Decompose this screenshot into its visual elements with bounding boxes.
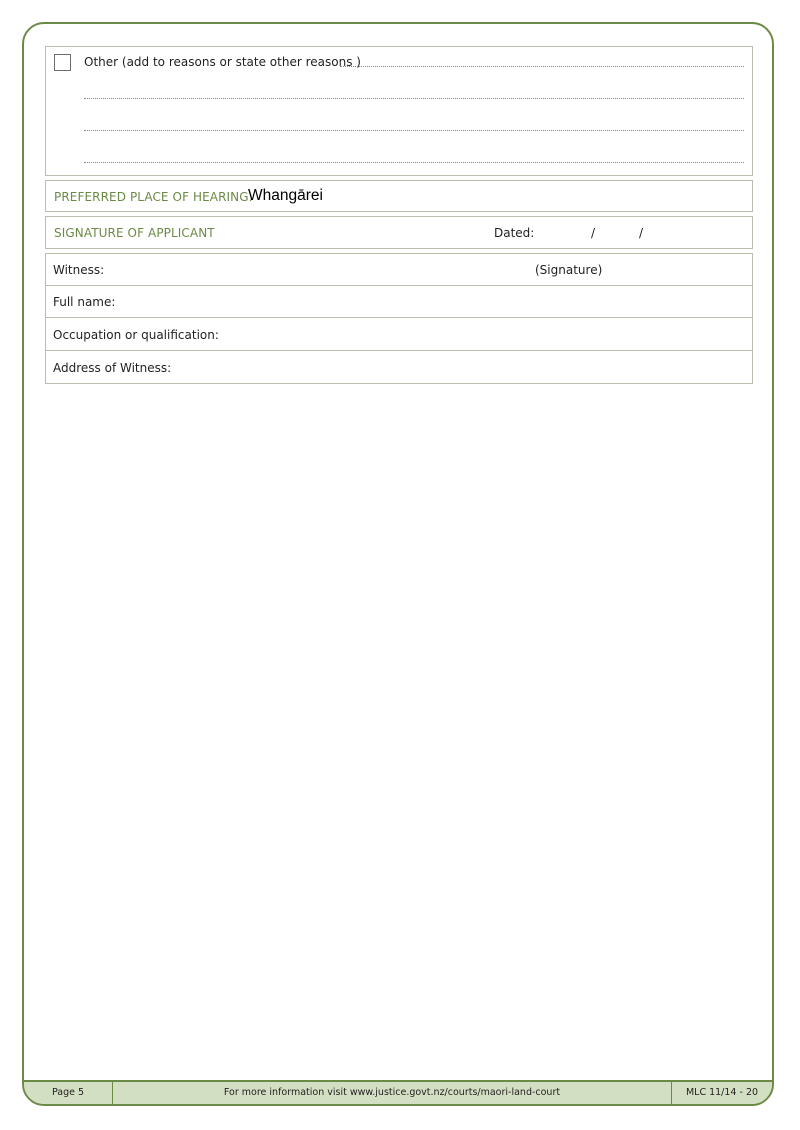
page-footer: [24, 1080, 772, 1104]
applicant-signature-label: SIGNATURE OF APPLICANT: [54, 226, 215, 240]
other-reasons-checkbox[interactable]: [54, 54, 71, 71]
preferred-place-field[interactable]: Whangārei: [248, 187, 323, 204]
other-reasons-line-3[interactable]: [84, 130, 744, 131]
preferred-place-label: PREFERRED PLACE OF HEARING:: [54, 190, 253, 204]
form-code: MLC 11/14 - 20: [685, 1087, 759, 1098]
preferred-place-section: [45, 180, 753, 212]
witness-section: [45, 253, 753, 384]
witness-row[interactable]: [46, 254, 752, 286]
other-reasons-label: Other (add to reasons or state other reasons ): [84, 55, 361, 69]
address-label: Address of Witness:: [53, 361, 172, 375]
witness-signature-label: (Signature): [535, 263, 603, 277]
occupation-label: Occupation or qualification:: [53, 328, 219, 342]
other-reasons-section: [45, 46, 753, 176]
full-name-label: Full name:: [53, 295, 116, 309]
other-reasons-line-4[interactable]: [84, 162, 744, 163]
dated-label: Dated:: [494, 226, 535, 240]
applicant-signature-section: [45, 216, 753, 249]
other-reasons-line-2[interactable]: [84, 98, 744, 99]
witness-occupation-row[interactable]: [46, 319, 752, 351]
page-number: Page 5: [51, 1087, 85, 1098]
witness-label: Witness:: [53, 263, 105, 277]
date-separator: /: [639, 226, 644, 240]
other-reasons-line-1[interactable]: [340, 66, 744, 67]
witness-address-row[interactable]: [46, 352, 752, 384]
witness-full-name-row[interactable]: [46, 286, 752, 318]
footer-info-link[interactable]: For more information visit www.justice.govt.nz/courts/maori-land-court: [223, 1087, 561, 1098]
date-separator: /: [591, 226, 596, 240]
